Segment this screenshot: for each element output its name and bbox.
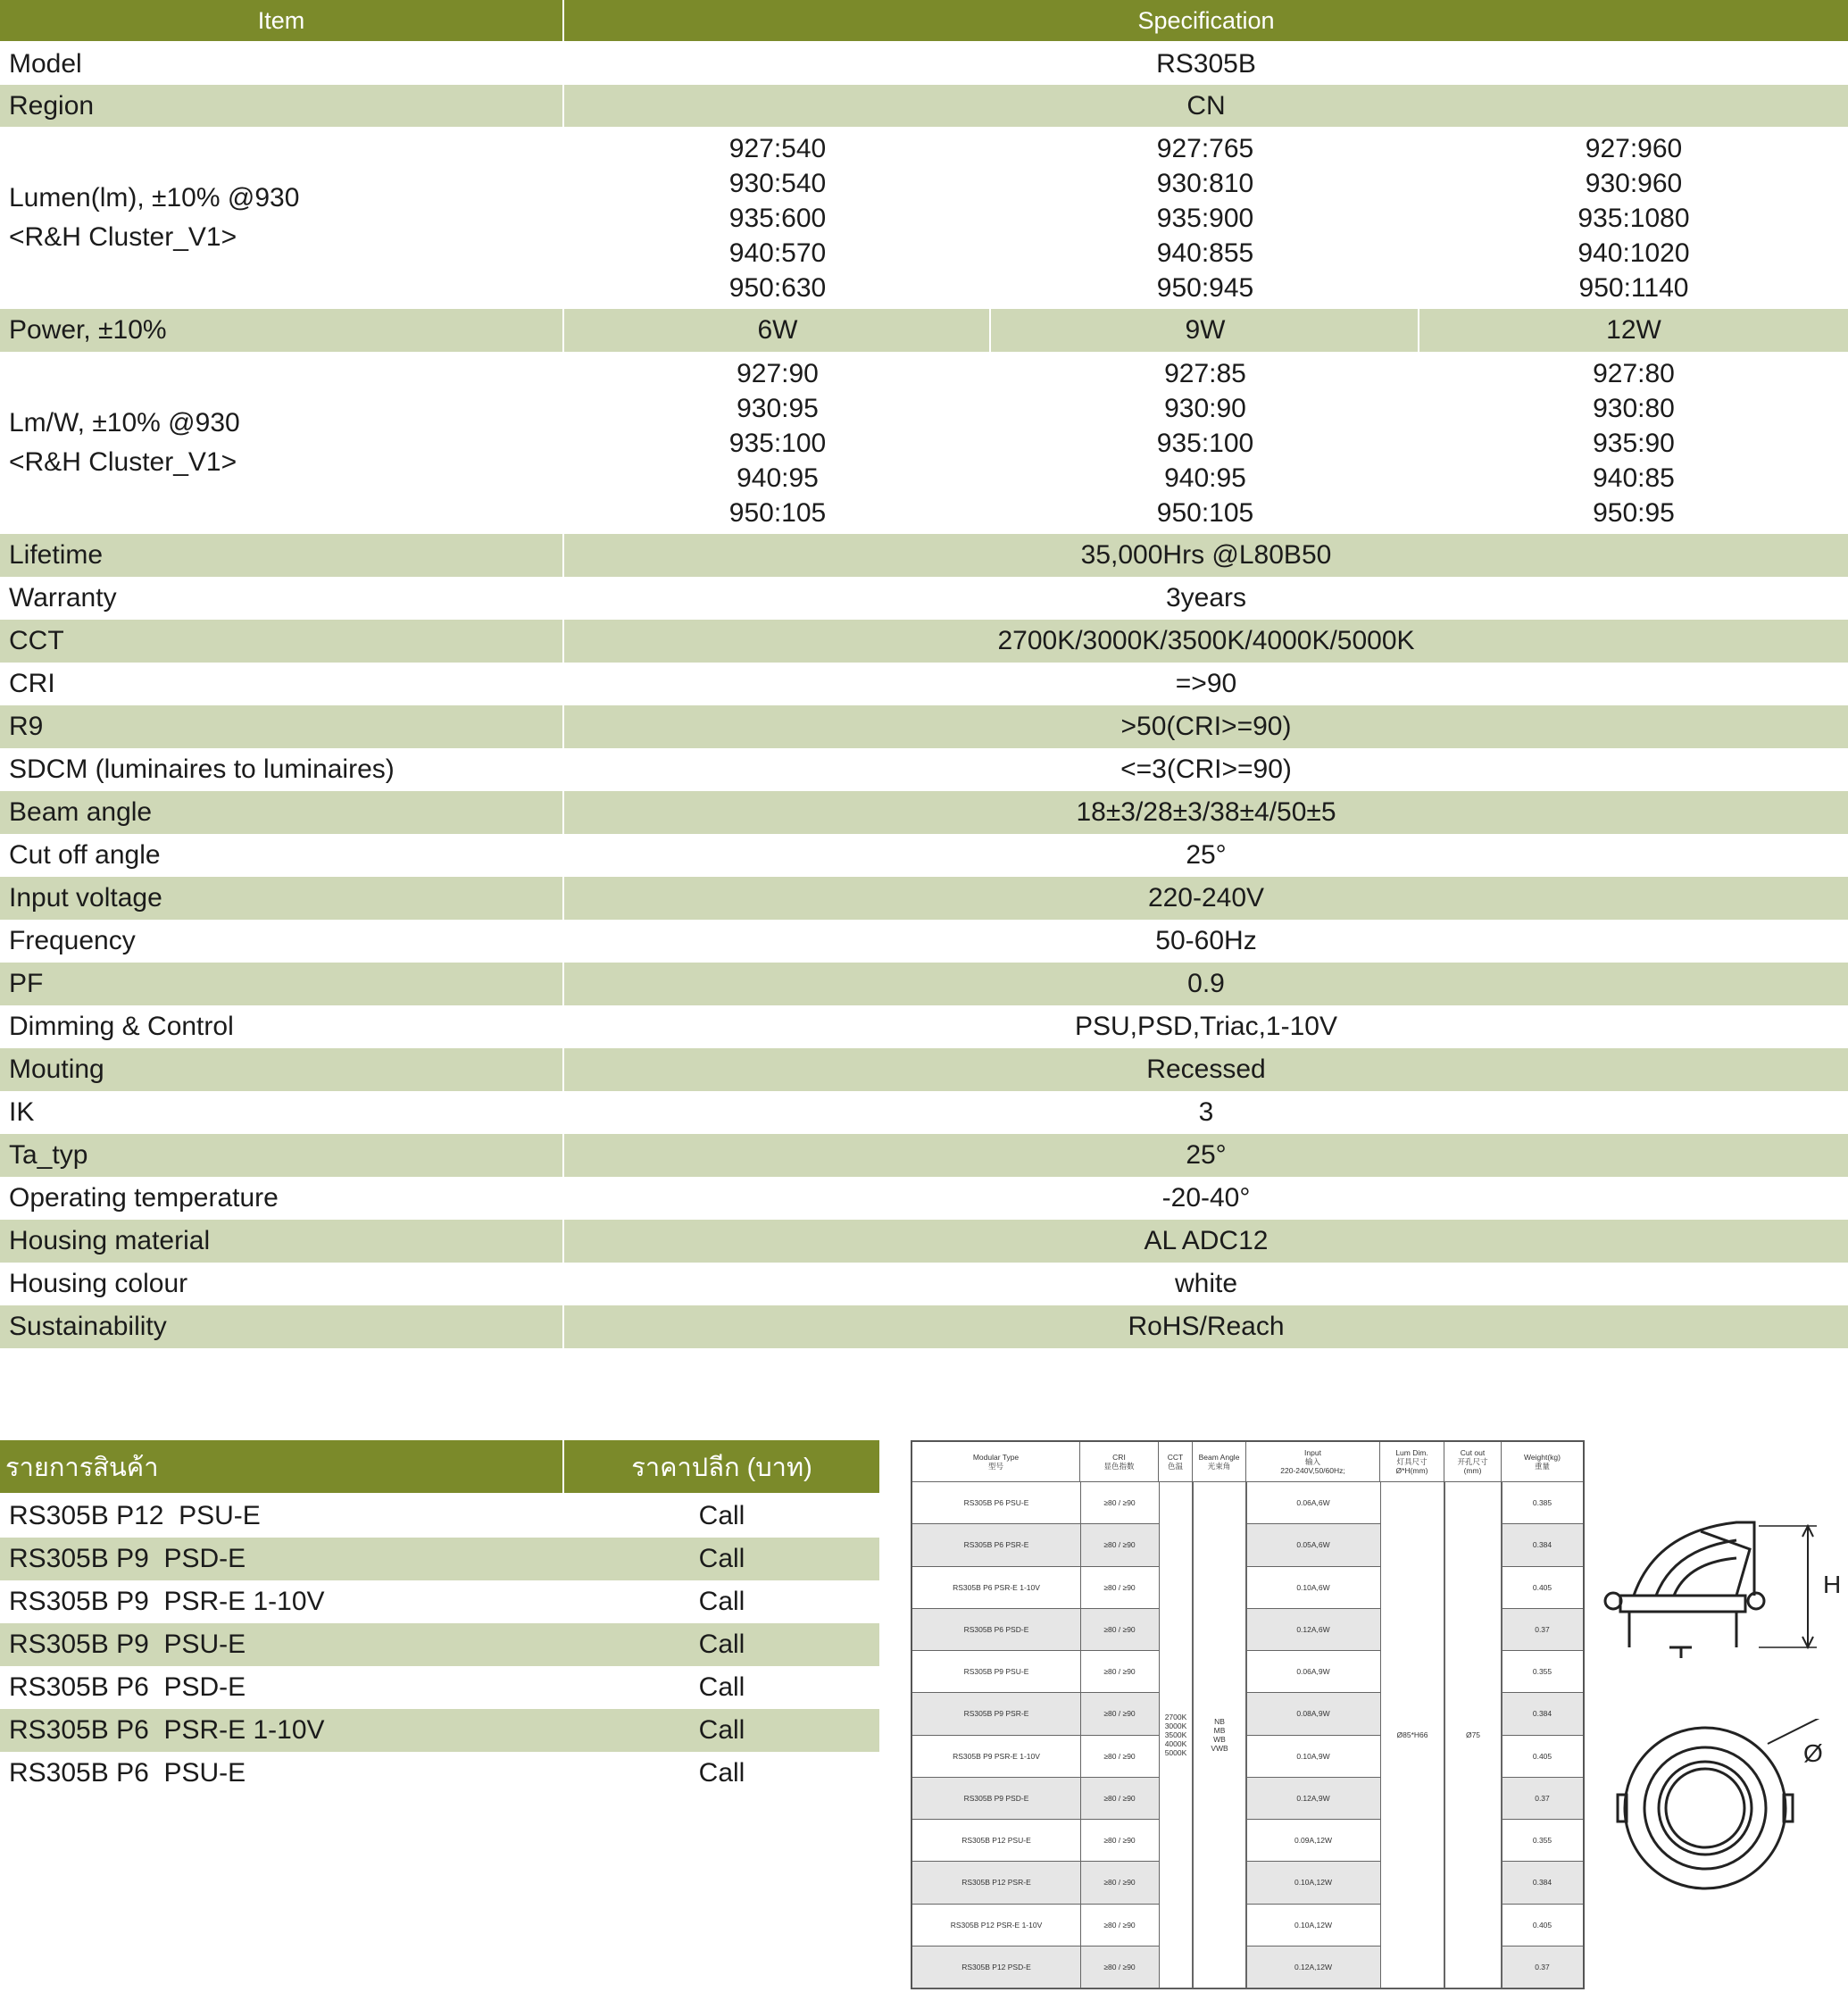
spec-label: Warranty: [9, 583, 117, 613]
product-name: RS305B P9 PSD-E: [9, 1544, 246, 1573]
spec-value: 0.9: [1187, 969, 1225, 998]
efficacy-value: 935:100: [728, 428, 827, 458]
weight-cell: 0.384: [1532, 1709, 1552, 1719]
spec-label: Cut off angle: [9, 840, 161, 870]
product-name: RS305B P9 PSU-E: [9, 1630, 246, 1659]
weight-cell: 0.385: [1532, 1498, 1552, 1508]
spec-row: [0, 748, 1848, 791]
input-cell: 0.06A,9W: [1296, 1667, 1330, 1677]
product-header: [0, 1440, 562, 1493]
cri-cell: ≥80 / ≥90: [1103, 1667, 1136, 1677]
price-row: [0, 1709, 879, 1752]
efficacy-value: 950:95: [1593, 497, 1675, 528]
modular-type-table: [911, 1440, 1585, 1989]
spec-row: [0, 577, 1848, 620]
lumen-row: [0, 127, 1848, 309]
cut-out-span: Ø75: [1444, 1482, 1502, 1988]
spec-value: 25°: [1186, 1140, 1227, 1170]
efficacy-col-9w: [991, 352, 1419, 534]
lumen-col-6w: [564, 127, 991, 309]
power-9w: 9W: [1185, 315, 1226, 345]
lumen-value: 940:570: [728, 238, 827, 268]
input-cell: 0.12A,9W: [1296, 1793, 1330, 1803]
spec-value: RS305B: [1156, 48, 1256, 79]
spec-row: [0, 534, 1848, 577]
spec-label: Sustainability: [9, 1312, 167, 1341]
lumen-value: 940:855: [1156, 238, 1254, 268]
lumen-label-line: <R&H Cluster_V1>: [9, 222, 237, 252]
efficacy-label-line: Lm/W, ±10% @930: [9, 408, 240, 438]
price-header: [564, 1440, 879, 1493]
lumen-value: 950:945: [1156, 272, 1254, 303]
weight-cell: 0.355: [1532, 1836, 1552, 1846]
product-name: RS305B P6 PSD-E: [9, 1672, 246, 1702]
spec-label: Input voltage: [9, 883, 162, 913]
spec-row: [0, 620, 1848, 663]
lumen-value: 927:765: [1156, 133, 1254, 163]
input-cell: 0.12A,6W: [1296, 1624, 1330, 1634]
spec-row: [0, 1305, 1848, 1348]
product-price: Call: [698, 1758, 745, 1788]
weight-cell: 0.37: [1535, 1962, 1550, 1971]
power-6w: 6W: [757, 315, 798, 345]
cri-cell: ≥80 / ≥90: [1103, 1836, 1136, 1846]
beam-span: NB MB WB VWB: [1193, 1482, 1246, 1988]
efficacy-value: 950:105: [1156, 497, 1254, 528]
spec-row: [0, 43, 1848, 85]
price-row: [0, 1538, 879, 1580]
efficacy-value: 930:90: [1164, 393, 1246, 423]
modular-type-cell: RS305B P9 PSR-E 1-10V: [953, 1751, 1040, 1761]
cri-cell: ≥80 / ≥90: [1103, 1540, 1136, 1550]
efficacy-value: 927:80: [1593, 358, 1675, 388]
spec-row: [0, 85, 1848, 127]
spec-row: [0, 1134, 1848, 1177]
cri-cell: ≥80 / ≥90: [1103, 1498, 1136, 1508]
spec-value: AL ADC12: [1144, 1226, 1269, 1255]
col-header-weight: Weight(kg) 重量: [1524, 1453, 1561, 1471]
col-header-cut-out: Cut out 开孔尺寸 (mm): [1444, 1442, 1502, 1481]
spec-label: R9: [9, 712, 44, 741]
spec-label: Mouting: [9, 1055, 104, 1084]
product-name: RS305B P12 PSU-E: [9, 1501, 261, 1530]
price-row: [0, 1580, 879, 1623]
efficacy-value: 940:95: [1164, 463, 1246, 493]
product-price: Call: [698, 1501, 745, 1530]
modular-type-cell: RS305B P9 PSD-E: [963, 1793, 1029, 1803]
efficacy-value: 930:80: [1593, 393, 1675, 423]
spec-value: 220-240V: [1147, 883, 1265, 913]
lumen-value: 930:540: [728, 168, 827, 198]
lumen-label: [9, 127, 299, 309]
modular-type-cell: RS305B P9 PSU-E: [963, 1667, 1029, 1677]
product-price: Call: [698, 1672, 745, 1702]
cri-cell: ≥80 / ≥90: [1103, 1751, 1136, 1761]
input-cell: 0.09A,12W: [1294, 1836, 1333, 1846]
item-header-label: Item: [257, 6, 305, 34]
weight-cell: 0.37: [1535, 1624, 1550, 1634]
efficacy-value: 927:85: [1164, 358, 1246, 388]
col-header-lum-dim: Lum Dim. 灯具尺寸 Ø*H(mm): [1380, 1442, 1444, 1481]
power-row: [0, 309, 1848, 352]
spec-row: [0, 1220, 1848, 1263]
lumen-value: 935:900: [1156, 203, 1254, 233]
spec-value: 18±3/28±3/38±4/50±5: [1076, 797, 1336, 827]
spec-value: PSU,PSD,Triac,1-10V: [1075, 1012, 1337, 1041]
spec-label: Model: [9, 48, 82, 79]
efficacy-value: 940:95: [737, 463, 819, 493]
cri-cell: ≥80 / ≥90: [1103, 1962, 1136, 1971]
spec-label: Dimming & Control: [9, 1012, 234, 1041]
modular-type-cell: RS305B P6 PSR-E: [963, 1540, 1029, 1550]
efficacy-col-12w: [1419, 352, 1848, 534]
spec-label: Housing colour: [9, 1269, 188, 1298]
spec-value: RoHS/Reach: [1128, 1312, 1285, 1341]
spec-label: IK: [9, 1097, 35, 1127]
cri-cell: ≥80 / ≥90: [1103, 1793, 1136, 1803]
spec-row: [0, 963, 1848, 1005]
spec-label: SDCM (luminaires to luminaires): [9, 754, 395, 784]
spec-value: -20-40°: [1161, 1183, 1251, 1213]
cct-span: 2700K 3000K 3500K 4000K 5000K: [1159, 1482, 1193, 1988]
spec-row: [0, 1263, 1848, 1305]
spec-row: [0, 1091, 1848, 1134]
efficacy-value: 950:105: [728, 497, 827, 528]
top-view-drawing: [1616, 1719, 1848, 1897]
efficacy-col-6w: [564, 352, 991, 534]
weight-cell: 0.405: [1532, 1582, 1552, 1592]
input-cell: 0.08A,9W: [1296, 1709, 1330, 1719]
price-header-label: ราคาปลีก (บาท): [631, 1453, 812, 1482]
efficacy-value: 940:85: [1593, 463, 1675, 493]
lumen-value: 930:960: [1585, 168, 1683, 198]
modular-type-cell: RS305B P12 PSR-E: [961, 1878, 1031, 1888]
spec-row: [0, 663, 1848, 705]
product-name: RS305B P6 PSR-E 1-10V: [9, 1715, 325, 1745]
spec-label: Ta_typ: [9, 1140, 88, 1170]
lumen-value: 940:1020: [1577, 238, 1690, 268]
weight-cell: 0.37: [1535, 1793, 1550, 1803]
lumen-value: 950:630: [728, 272, 827, 303]
spec-label: Lifetime: [9, 540, 104, 570]
input-cell: 0.10A,9W: [1296, 1751, 1330, 1761]
product-name: RS305B P9 PSR-E 1-10V: [9, 1587, 325, 1616]
spec-value: <=3(CRI>=90): [1120, 754, 1292, 784]
lumen-value: 935:1080: [1577, 203, 1690, 233]
spec-value: CN: [1186, 90, 1226, 121]
efficacy-value: 930:95: [737, 393, 819, 423]
col-header-cct: CCT 色温: [1159, 1442, 1193, 1481]
col-header-modular-type: Modular Type 型号: [912, 1442, 1080, 1481]
spec-value: =>90: [1175, 669, 1237, 698]
col-header-beam-angle: Beam Angle 光束角: [1193, 1442, 1246, 1481]
weight-cell: 0.384: [1532, 1878, 1552, 1888]
lumen-col-9w: [991, 127, 1419, 309]
side-view-drawing: [1602, 1513, 1848, 1692]
spec-value: 3: [1198, 1097, 1214, 1127]
spec-label: Housing material: [9, 1226, 211, 1255]
spec-label: Beam angle: [9, 797, 153, 827]
specification-header-label: Specification: [1137, 6, 1275, 34]
spec-value: 2700K/3000K/3500K/4000K/5000K: [997, 626, 1415, 655]
lumen-value: 950:1140: [1578, 272, 1689, 303]
lumen-col-12w: [1419, 127, 1848, 309]
input-cell: 0.12A,12W: [1294, 1962, 1333, 1971]
spec-value: Recessed: [1146, 1055, 1266, 1084]
spec-row: [0, 1005, 1848, 1048]
lumen-value: 930:810: [1156, 168, 1254, 198]
product-price: Call: [698, 1630, 745, 1659]
modular-type-cell: RS305B P9 PSR-E: [963, 1709, 1029, 1719]
product-price: Call: [698, 1715, 745, 1745]
item-header: [0, 0, 562, 41]
spec-label: Operating temperature: [9, 1183, 279, 1213]
input-cell: 0.05A,6W: [1296, 1540, 1330, 1550]
modular-type-cell: RS305B P12 PSR-E 1-10V: [950, 1920, 1043, 1930]
spec-value: 50-60Hz: [1155, 926, 1257, 955]
efficacy-value: 927:90: [737, 358, 819, 388]
lumen-value: 927:960: [1585, 133, 1683, 163]
weight-cell: 0.405: [1532, 1920, 1552, 1930]
modular-type-cell: RS305B P6 PSD-E: [963, 1624, 1029, 1634]
cri-cell: ≥80 / ≥90: [1103, 1878, 1136, 1888]
cri-cell: ≥80 / ≥90: [1103, 1582, 1136, 1592]
col-header-input: Input 输入 220-240V,50/60Hz;: [1246, 1442, 1380, 1481]
spec-row: [0, 705, 1848, 748]
modular-type-cell: RS305B P6 PSR-E 1-10V: [953, 1582, 1040, 1592]
spec-value: >50(CRI>=90): [1120, 712, 1292, 741]
efficacy-row: [0, 352, 1848, 534]
spec-label: Frequency: [9, 926, 136, 955]
power-12w: 12W: [1606, 315, 1661, 345]
weight-cell: 0.355: [1532, 1667, 1552, 1677]
spec-value: 25°: [1186, 840, 1227, 870]
product-name: RS305B P6 PSU-E: [9, 1758, 246, 1788]
lumen-label-line: Lumen(lm), ±10% @930: [9, 183, 300, 213]
lumen-value: 927:540: [728, 133, 827, 163]
height-label: H: [1823, 1571, 1842, 1598]
spec-label: CRI: [9, 669, 55, 698]
outer-trim-circle: [1625, 1728, 1786, 1888]
input-cell: 0.10A,12W: [1294, 1878, 1333, 1888]
cri-cell: ≥80 / ≥90: [1103, 1920, 1136, 1930]
spec-label: PF: [9, 969, 44, 998]
specification-header: [564, 0, 1848, 41]
input-cell: 0.06A,6W: [1296, 1498, 1330, 1508]
product-price: Call: [698, 1587, 745, 1616]
spec-value: 35,000Hrs @L80B50: [1080, 540, 1332, 570]
cri-cell: ≥80 / ≥90: [1103, 1709, 1136, 1719]
power-label: Power, ±10%: [9, 315, 167, 345]
weight-cell: 0.405: [1532, 1751, 1552, 1761]
cri-cell: ≥80 / ≥90: [1103, 1624, 1136, 1634]
spec-row: [0, 834, 1848, 877]
modular-type-cell: RS305B P6 PSU-E: [963, 1498, 1029, 1508]
spec-label: Region: [9, 90, 95, 121]
input-cell: 0.10A,6W: [1296, 1582, 1330, 1592]
trim-ring-shape: [1620, 1596, 1745, 1612]
spec-row: [0, 791, 1848, 834]
modular-type-cell: RS305B P12 PSD-E: [961, 1962, 1031, 1971]
price-row: [0, 1623, 879, 1666]
diameter-label: Ø: [1803, 1739, 1823, 1767]
lumen-value: 935:600: [728, 203, 827, 233]
spec-value: 3years: [1165, 583, 1247, 613]
price-row: [0, 1666, 879, 1709]
efficacy-value: 935:100: [1156, 428, 1254, 458]
modular-type-cell: RS305B P12 PSU-E: [961, 1836, 1031, 1846]
efficacy-label: [9, 352, 240, 534]
spec-row: [0, 877, 1848, 920]
spec-row: [0, 1048, 1848, 1091]
product-price: Call: [698, 1544, 745, 1573]
col-header-cri: CRI 显色指数: [1080, 1442, 1159, 1481]
weight-cell: 0.384: [1532, 1540, 1552, 1550]
spec-label: CCT: [9, 626, 64, 655]
lum-dim-span: Ø85*H66: [1380, 1482, 1444, 1988]
price-row: [0, 1752, 879, 1795]
efficacy-label-line: <R&H Cluster_V1>: [9, 447, 237, 477]
spec-value: white: [1174, 1269, 1238, 1298]
efficacy-value: 935:90: [1593, 428, 1675, 458]
spec-row: [0, 1177, 1848, 1220]
price-row: [0, 1495, 879, 1538]
spec-row: [0, 920, 1848, 963]
product-header-label: รายการสินค้า: [5, 1453, 159, 1482]
input-cell: 0.10A,12W: [1294, 1920, 1333, 1930]
